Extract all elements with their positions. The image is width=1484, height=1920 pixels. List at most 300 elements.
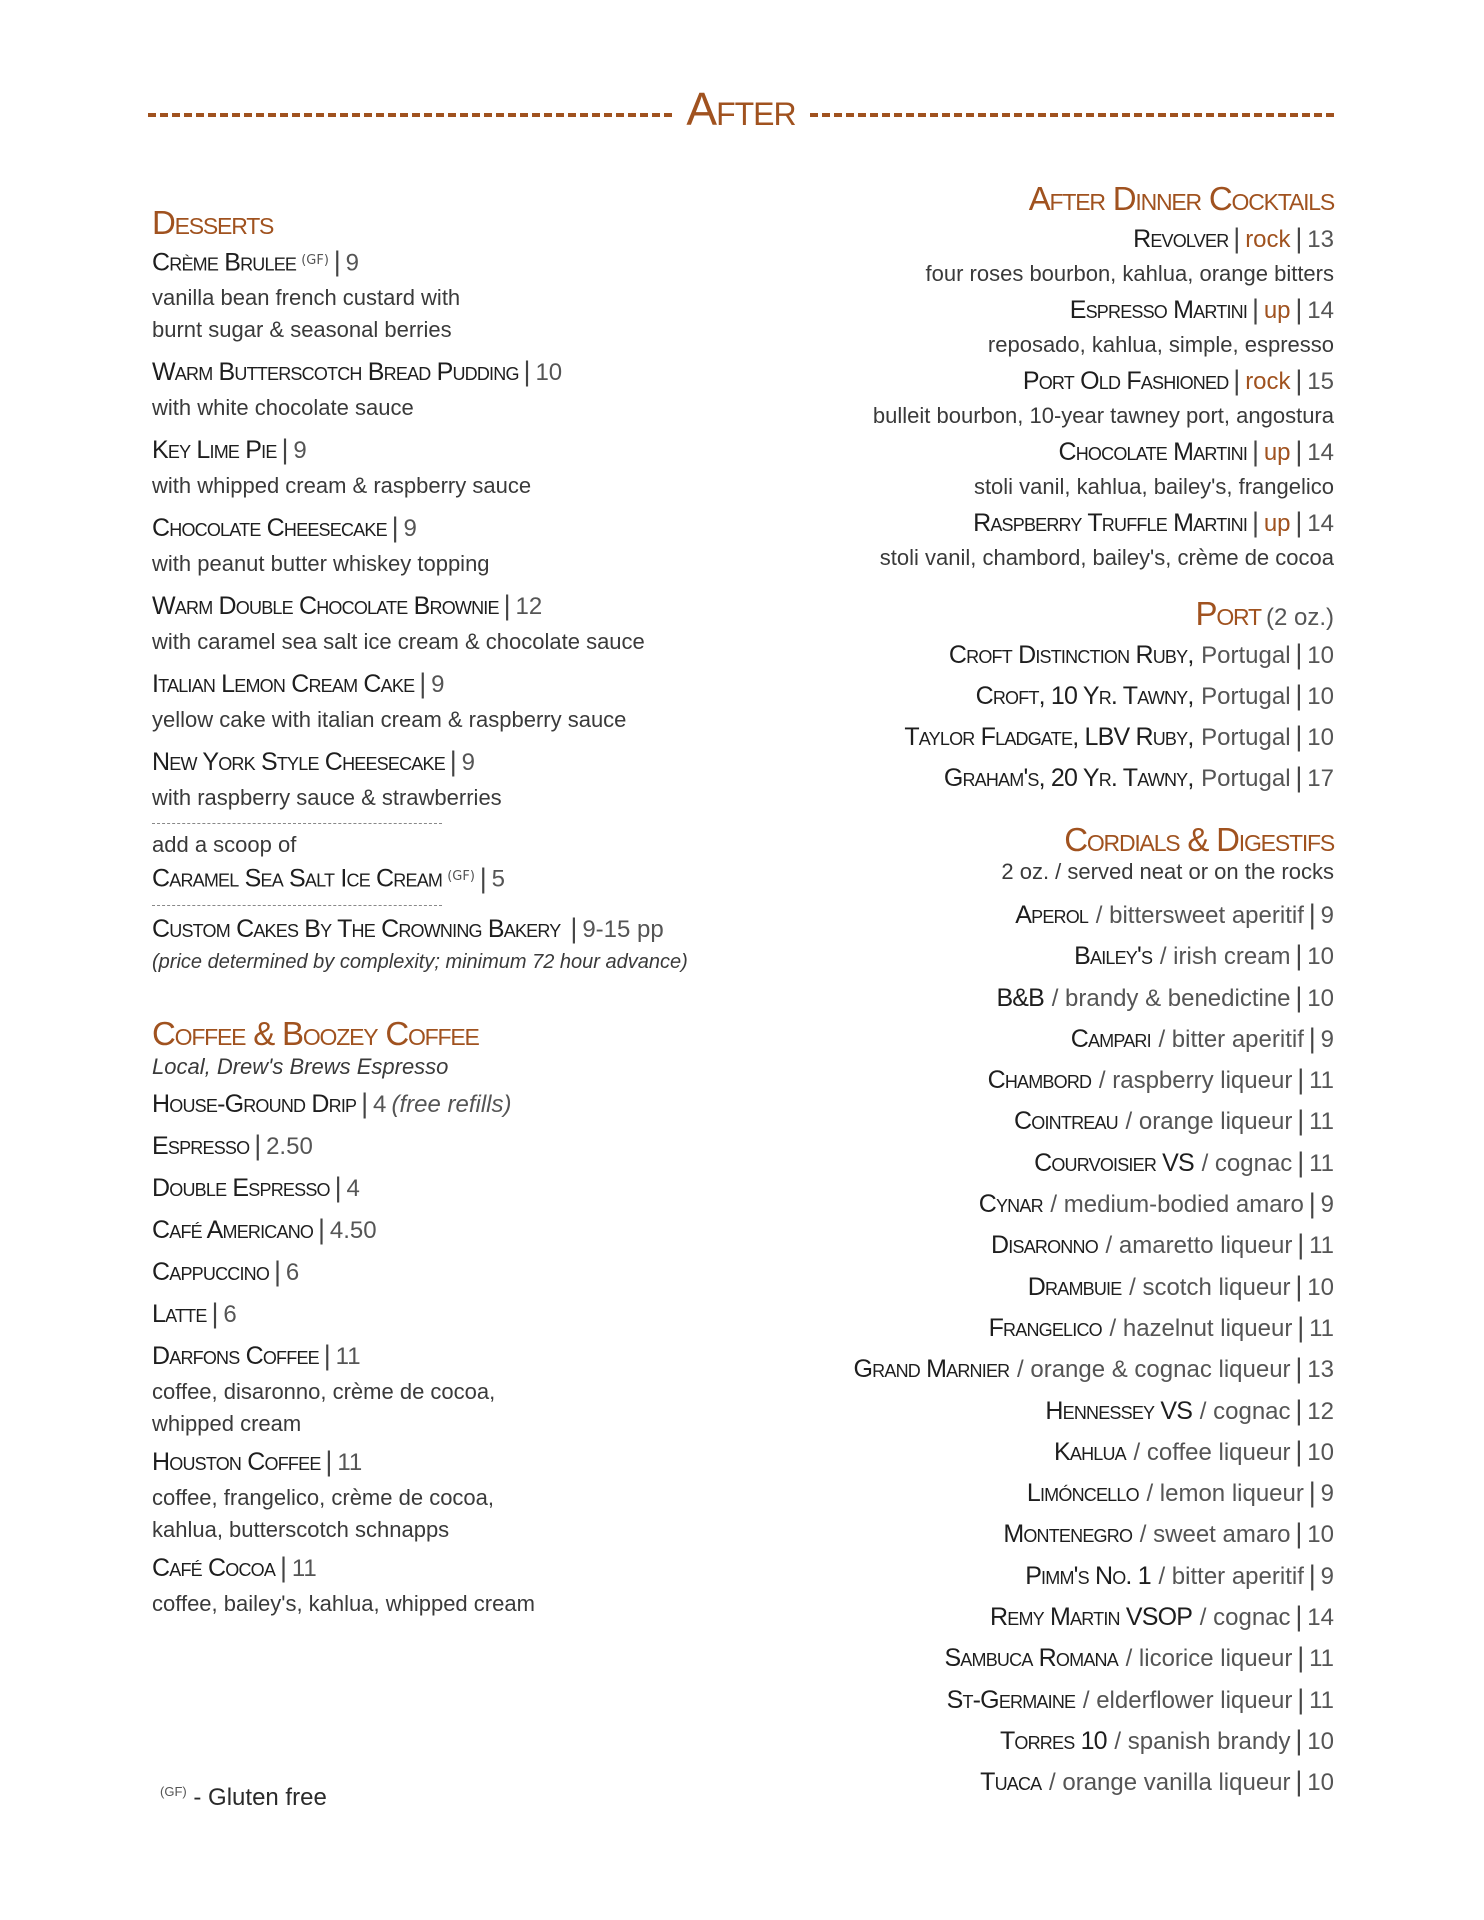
cocktail-name-row: [780, 506, 1334, 543]
cordial-description: / lemon liqueur: [1146, 1480, 1304, 1508]
port-origin: Portugal: [1201, 642, 1291, 669]
separator: |: [418, 669, 428, 700]
cordial-description: / cognac: [1199, 1397, 1291, 1425]
cordial-description: / licorice liqueur: [1125, 1645, 1293, 1673]
separator: |: [1294, 681, 1304, 711]
cordial-description: / orange vanilla liqueur: [1049, 1769, 1291, 1797]
coffee-name-row: [152, 1445, 792, 1482]
cordial-price: 11: [1309, 1067, 1334, 1095]
cordial-name: Kahlua: [1053, 1437, 1126, 1466]
dessert-item: [152, 667, 792, 736]
separator: |: [1296, 1643, 1306, 1674]
separator: |: [1294, 640, 1304, 670]
separator: |: [273, 1256, 282, 1287]
separator: |: [1307, 1560, 1317, 1591]
cordial-price: 9: [1320, 1562, 1334, 1590]
coffee-name: Espresso: [152, 1131, 250, 1160]
dessert-name-row: [152, 355, 792, 392]
cordial-description: / elderflower liqueur: [1082, 1686, 1293, 1714]
port-heading: Port: [1195, 595, 1261, 632]
cocktail-name: Chocolate Martini: [1058, 438, 1248, 466]
dessert-item: [152, 511, 792, 580]
coffee-name-row: [152, 1171, 792, 1208]
custom-cakes-item: [152, 912, 792, 949]
coffee-item: [152, 1339, 792, 1440]
cocktail-name-row: [780, 222, 1334, 259]
cordial-item: [780, 936, 1334, 977]
cocktail-description: stoli vanil, kahlua, bailey's, frangelico: [973, 474, 1334, 499]
dessert-name: Chocolate Cheesecake: [152, 514, 387, 543]
cordial-name: St-Germaine: [946, 1685, 1076, 1714]
cordial-price: 11: [1309, 1686, 1334, 1714]
separator: |: [1294, 763, 1304, 793]
coffee-item: [152, 1087, 792, 1124]
cordial-name: Grand Marnier: [853, 1355, 1010, 1384]
dessert-name: Warm Butterscotch Bread Pudding: [152, 358, 519, 387]
cordial-item: [780, 1473, 1334, 1514]
coffee-item: [152, 1129, 792, 1166]
footnote-text: - Gluten free: [193, 1784, 327, 1811]
cordial-description: / bitter aperitif: [1158, 1562, 1304, 1590]
separator: |: [1294, 224, 1304, 254]
cordial-name: Hennessey VS: [1045, 1396, 1193, 1425]
port-price: 10: [1307, 683, 1334, 710]
cordial-description: / sweet amaro: [1139, 1521, 1291, 1549]
dessert-item: [152, 355, 792, 424]
cordial-item: [780, 1514, 1334, 1555]
cordial-price: 10: [1307, 1438, 1334, 1466]
cordial-price: 13: [1307, 1356, 1334, 1384]
divider: [152, 823, 442, 824]
coffee-name-row: [152, 1087, 792, 1124]
coffee-description: whipped cream: [152, 1410, 302, 1436]
coffee-description: kahlua, butterscotch schnapps: [152, 1516, 450, 1542]
cordial-description: / brandy & benedictine: [1051, 984, 1291, 1012]
cordial-name: Bailey's: [1074, 942, 1153, 971]
cordial-item: [780, 895, 1334, 936]
cocktail-item: [780, 222, 1334, 289]
cordial-description: / cognac: [1201, 1149, 1293, 1177]
port-price: 10: [1307, 642, 1334, 669]
coffee-name-row: [152, 1129, 792, 1166]
dessert-description: burnt sugar & seasonal berries: [152, 317, 452, 343]
dessert-description: with white chocolate sauce: [152, 395, 414, 421]
dessert-name-row: [152, 433, 792, 470]
cordial-item: [780, 1638, 1334, 1679]
separator: |: [324, 1446, 334, 1477]
cordial-price: 10: [1307, 943, 1334, 971]
dessert-price: 9: [431, 671, 445, 699]
separator: |: [1251, 437, 1260, 467]
cocktail-name-row: [780, 435, 1334, 472]
cordial-description: / amaretto liqueur: [1105, 1232, 1293, 1260]
cordial-name: Cynar: [978, 1190, 1043, 1219]
cocktail-serving: rock: [1245, 226, 1291, 253]
coffee-subheading: Local, Drew's Brews Espresso: [152, 1053, 449, 1079]
cordial-name: B&B: [996, 983, 1045, 1012]
separator: |: [1296, 1106, 1306, 1137]
coffee-name-row: [152, 1339, 792, 1376]
cordials-subheading: 2 oz. / served neat or on the rocks: [1001, 859, 1334, 884]
coffee-name: Café Americano: [152, 1215, 314, 1244]
cordial-name: Montenegro: [1003, 1520, 1133, 1549]
separator: |: [1251, 295, 1260, 325]
cocktail-serving: rock: [1245, 368, 1291, 395]
separator: |: [253, 1130, 263, 1161]
right-column: [780, 180, 1334, 1804]
coffee-name: Double Espresso: [152, 1173, 330, 1202]
cordial-item: [780, 1432, 1334, 1473]
addon-price: 5: [491, 865, 506, 893]
custom-cakes-note: (price determined by complexity; minimum 72 hour advance): [152, 950, 688, 973]
dessert-price: 12: [515, 593, 543, 621]
coffee-name: Cappuccino: [152, 1257, 270, 1286]
page-header: [148, 82, 1334, 136]
gluten-free-mark: (GF): [447, 869, 475, 885]
separator: |: [478, 863, 488, 894]
separator: |: [569, 913, 579, 944]
coffee-name: Latte: [152, 1299, 207, 1328]
separator: |: [1294, 982, 1304, 1013]
separator: |: [1294, 1602, 1304, 1633]
separator: |: [1294, 366, 1304, 396]
cordial-price: 9: [1320, 1025, 1334, 1053]
dessert-name-row: [152, 589, 792, 626]
separator: |: [322, 1340, 332, 1371]
cocktail-serving: up: [1263, 297, 1291, 324]
cordial-name: Torres 10: [999, 1726, 1107, 1755]
addon-name: Caramel Sea Salt Ice Cream: [152, 864, 443, 893]
dessert-price: 9: [403, 515, 417, 543]
cordial-item: [780, 978, 1334, 1019]
coffee-item: [152, 1171, 792, 1208]
separator: |: [332, 247, 342, 278]
cordial-item: [780, 1101, 1334, 1142]
dessert-name: Italian Lemon Cream Cake: [152, 670, 415, 699]
port-heading-row: [780, 595, 1334, 633]
cordial-price: 9: [1320, 1480, 1334, 1508]
cordial-description: / irish cream: [1159, 943, 1291, 971]
cocktail-name: Revolver: [1133, 225, 1229, 253]
cordial-price: 11: [1309, 1645, 1334, 1673]
cordial-description: / spanish brandy: [1114, 1727, 1291, 1755]
cocktail-item: [780, 435, 1334, 502]
port-name: Croft, 10 Yr. Tawny,: [975, 682, 1194, 710]
cocktail-description: bulleit bourbon, 10-year tawney port, angostura: [872, 403, 1334, 428]
cocktail-name: Espresso Martini: [1069, 296, 1248, 324]
cocktail-serving: up: [1263, 510, 1291, 537]
gluten-free-mark: (GF): [160, 1784, 187, 1799]
dessert-price: 9: [345, 249, 360, 277]
separator: |: [1232, 224, 1242, 254]
divider: [152, 905, 442, 906]
separator: |: [1294, 1767, 1304, 1798]
separator: |: [1294, 1725, 1304, 1756]
left-dash-divider: [148, 113, 672, 117]
dessert-name: Key Lime Pie: [152, 436, 277, 465]
cordial-name: Limóncello: [1026, 1479, 1139, 1508]
cocktail-list: [780, 222, 1334, 573]
separator: |: [1296, 1065, 1306, 1096]
cocktail-name-row: [780, 293, 1334, 330]
gluten-free-mark: (GF): [301, 253, 329, 268]
cordial-price: 14: [1307, 1604, 1334, 1632]
cocktail-item: [780, 506, 1334, 573]
cordial-description: / cognac: [1199, 1604, 1291, 1632]
cordial-item: [780, 1762, 1334, 1803]
cocktail-price: 14: [1307, 297, 1334, 324]
coffee-price: 6: [223, 1300, 237, 1328]
cocktail-price: 15: [1307, 368, 1334, 395]
coffee-note: (free refills): [391, 1090, 512, 1118]
dessert-description: with peanut butter whiskey topping: [152, 551, 490, 577]
dessert-price: 9: [461, 749, 476, 777]
cordial-price: 10: [1307, 1273, 1334, 1301]
cordial-price: 10: [1307, 1727, 1334, 1755]
cordial-item: [780, 1143, 1334, 1184]
coffee-name: House-Ground Drip: [152, 1089, 357, 1118]
separator: |: [1294, 1354, 1304, 1385]
cordial-description: / medium-bodied amaro: [1050, 1191, 1304, 1219]
cordial-name: Cointreau: [1014, 1107, 1118, 1136]
port-origin: Portugal: [1201, 765, 1291, 792]
cocktail-item: [780, 293, 1334, 360]
cordial-item: [780, 1267, 1334, 1308]
port-size: (2 oz.): [1265, 604, 1334, 631]
desserts-heading: Desserts: [152, 204, 274, 241]
coffee-price: 4: [373, 1090, 387, 1118]
cordial-description: / raspberry liqueur: [1098, 1067, 1293, 1095]
separator: |: [1294, 1271, 1304, 1302]
separator: |: [1296, 1312, 1306, 1343]
coffee-description: coffee, bailey's, kahlua, whipped cream: [152, 1590, 535, 1616]
separator: |: [210, 1298, 220, 1329]
coffee-description: coffee, frangelico, crème de cocoa,: [152, 1484, 495, 1510]
cordial-price: 11: [1309, 1149, 1334, 1177]
cocktail-description: four roses bourbon, kahlua, orange bitters: [925, 261, 1334, 286]
cordial-price: 12: [1307, 1397, 1334, 1425]
coffee-name-row: [152, 1255, 792, 1292]
cocktail-description: reposado, kahlua, simple, espresso: [987, 332, 1334, 357]
separator: |: [1294, 722, 1304, 752]
cordial-item: [780, 1556, 1334, 1597]
coffee-name: Café Cocoa: [152, 1553, 276, 1582]
separator: |: [390, 513, 400, 544]
cordial-price: 11: [1309, 1232, 1334, 1260]
cordial-item: [780, 1308, 1334, 1349]
dessert-name: Warm Double Chocolate Brownie: [152, 592, 499, 621]
port-price: 10: [1307, 724, 1334, 751]
desserts-list: [152, 244, 792, 814]
cocktail-item: [780, 364, 1334, 431]
gluten-free-footnote: [160, 1784, 327, 1812]
custom-cakes-name: Custom Cakes By The Crowning Bakery: [152, 914, 561, 943]
coffee-price: 11: [335, 1342, 361, 1370]
cordial-item: [780, 1680, 1334, 1721]
cordial-description: / orange liqueur: [1125, 1108, 1293, 1136]
dessert-name-row: [152, 745, 792, 782]
cordial-name: Frangelico: [988, 1313, 1102, 1342]
dessert-description: with whipped cream & raspberry sauce: [152, 473, 532, 499]
dessert-description: vanilla bean french custard with: [152, 285, 461, 311]
dessert-item: [152, 745, 792, 814]
port-item: [780, 635, 1334, 676]
dessert-name-row: [152, 244, 792, 282]
cordial-name: Tuaca: [980, 1768, 1042, 1797]
separator: |: [360, 1088, 370, 1119]
cordial-name: Pimm's No. 1: [1025, 1561, 1151, 1590]
dessert-description: with raspberry sauce & strawberries: [152, 785, 502, 811]
cordial-price: 9: [1320, 1191, 1334, 1219]
dessert-description: with caramel sea salt ice cream & chocolate sauce: [152, 629, 645, 655]
cocktail-serving: up: [1263, 439, 1291, 466]
cocktail-description: stoli vanil, chambord, bailey's, crème de cocoa: [879, 545, 1334, 570]
separator: |: [1307, 900, 1317, 930]
dessert-description: yellow cake with italian cream & raspberry sauce: [152, 707, 627, 733]
cordial-price: 11: [1309, 1108, 1334, 1136]
separator: |: [1307, 1023, 1317, 1054]
cordial-price: 10: [1307, 1521, 1334, 1549]
port-name: Croft Distinction Ruby,: [948, 641, 1194, 669]
separator: |: [522, 357, 532, 388]
port-name: Taylor Fladgate, LBV Ruby,: [904, 723, 1194, 751]
separator: |: [1294, 941, 1304, 972]
right-dash-divider: [810, 113, 1334, 117]
cordial-description: / orange & cognac liqueur: [1017, 1356, 1291, 1384]
cordial-name: Drambuie: [1027, 1272, 1122, 1301]
coffee-heading: Coffee & Boozey Coffee: [152, 1014, 479, 1052]
port-item: [780, 758, 1334, 799]
coffee-name-row: [152, 1213, 792, 1250]
dessert-name: New York Style Cheesecake: [152, 748, 445, 777]
coffee-item: [152, 1297, 792, 1334]
cordial-description: / coffee liqueur: [1133, 1438, 1291, 1466]
cordial-name: Remy Martin VSOP: [990, 1603, 1193, 1632]
cordial-name: Campari: [1070, 1024, 1151, 1053]
cordial-price: 11: [1309, 1314, 1334, 1342]
dessert-item: [152, 244, 792, 346]
separator: |: [1296, 1684, 1306, 1715]
coffee-price: 6: [285, 1258, 300, 1286]
coffee-item: [152, 1213, 792, 1250]
separator: |: [279, 1552, 288, 1583]
port-origin: Portugal: [1201, 724, 1291, 751]
separator: |: [1294, 1519, 1304, 1550]
dessert-name: Crème Brulee: [152, 248, 297, 277]
separator: |: [333, 1172, 343, 1203]
addon-item: [152, 860, 792, 898]
cordial-item: [780, 1225, 1334, 1266]
cordial-name: Courvoisier VS: [1034, 1148, 1194, 1177]
cordial-name: Chambord: [987, 1066, 1092, 1095]
cordial-description: / bitter aperitif: [1158, 1025, 1304, 1053]
cordial-item: [780, 1060, 1334, 1101]
cordial-description: / scotch liqueur: [1129, 1273, 1291, 1301]
cocktail-name: Port Old Fashioned: [1022, 367, 1229, 395]
coffee-price: 4: [346, 1174, 360, 1202]
cocktails-heading: After Dinner Cocktails: [1028, 180, 1334, 217]
port-name: Graham's, 20 Yr. Tawny,: [943, 764, 1194, 792]
dessert-price: 9: [293, 437, 307, 465]
separator: |: [448, 747, 458, 778]
coffee-name-row: [152, 1551, 792, 1588]
cordial-price: 10: [1307, 984, 1334, 1012]
cordial-description: / bittersweet aperitif: [1095, 902, 1304, 929]
cordial-item: [780, 1391, 1334, 1432]
separator: |: [280, 435, 290, 466]
left-column: [152, 204, 792, 1625]
coffee-name: Darfons Coffee: [152, 1341, 319, 1370]
cordial-name: Aperol: [1015, 901, 1089, 929]
cocktail-price: 13: [1307, 226, 1334, 253]
dessert-item: [152, 589, 792, 658]
coffee-price: 11: [337, 1448, 363, 1476]
coffee-item: [152, 1255, 792, 1292]
cordial-price: 9: [1320, 902, 1334, 929]
coffee-price: 4.50: [329, 1216, 377, 1244]
separator: |: [1294, 437, 1304, 467]
cocktail-name: Raspberry Truffle Martini: [973, 509, 1248, 537]
coffee-name: Houston Coffee: [152, 1447, 321, 1476]
coffee-price: 2.50: [266, 1132, 313, 1160]
dessert-name-row: [152, 667, 792, 704]
port-item: [780, 717, 1334, 758]
coffee-description: coffee, disaronno, crème de cocoa,: [152, 1378, 496, 1404]
cordial-list: [780, 895, 1334, 1804]
separator: |: [1294, 295, 1304, 325]
addon-intro: add a scoop of: [152, 832, 297, 858]
separator: |: [1294, 1436, 1304, 1467]
cocktail-name-row: [780, 364, 1334, 401]
cordial-item: [780, 1721, 1334, 1762]
coffee-item: [152, 1445, 792, 1546]
port-origin: Portugal: [1201, 683, 1291, 710]
separator: |: [1296, 1147, 1306, 1178]
dessert-item: [152, 433, 792, 502]
page-title: After: [686, 83, 796, 135]
coffee-list: [152, 1087, 792, 1620]
custom-cakes-price: 9-15 pp: [582, 915, 664, 943]
port-item: [780, 676, 1334, 717]
separator: |: [1294, 508, 1304, 538]
cordial-name: Sambuca Romana: [944, 1644, 1118, 1673]
cordial-item: [780, 1597, 1334, 1638]
separator: |: [502, 591, 512, 622]
cordial-name: Disaronno: [991, 1231, 1098, 1260]
cocktail-price: 14: [1307, 510, 1334, 537]
cordials-heading: Cordials & Digestifs: [1064, 821, 1334, 858]
cordial-description: / hazelnut liqueur: [1109, 1314, 1293, 1342]
cordial-price: 10: [1307, 1769, 1334, 1797]
cordial-item: [780, 1184, 1334, 1225]
port-price: 17: [1307, 765, 1334, 792]
separator: |: [1251, 508, 1260, 538]
separator: |: [1294, 1395, 1304, 1426]
cordial-item: [780, 1349, 1334, 1390]
coffee-item: [152, 1551, 792, 1620]
dessert-price: 10: [535, 359, 563, 387]
coffee-name-row: [152, 1297, 792, 1334]
separator: |: [1296, 1230, 1306, 1261]
separator: |: [317, 1214, 326, 1245]
separator: |: [1232, 366, 1242, 396]
cocktail-price: 14: [1307, 439, 1334, 466]
cordial-item: [780, 1019, 1334, 1060]
separator: |: [1307, 1478, 1317, 1509]
coffee-price: 11: [291, 1554, 317, 1582]
separator: |: [1307, 1189, 1317, 1220]
dessert-name-row: [152, 511, 792, 548]
